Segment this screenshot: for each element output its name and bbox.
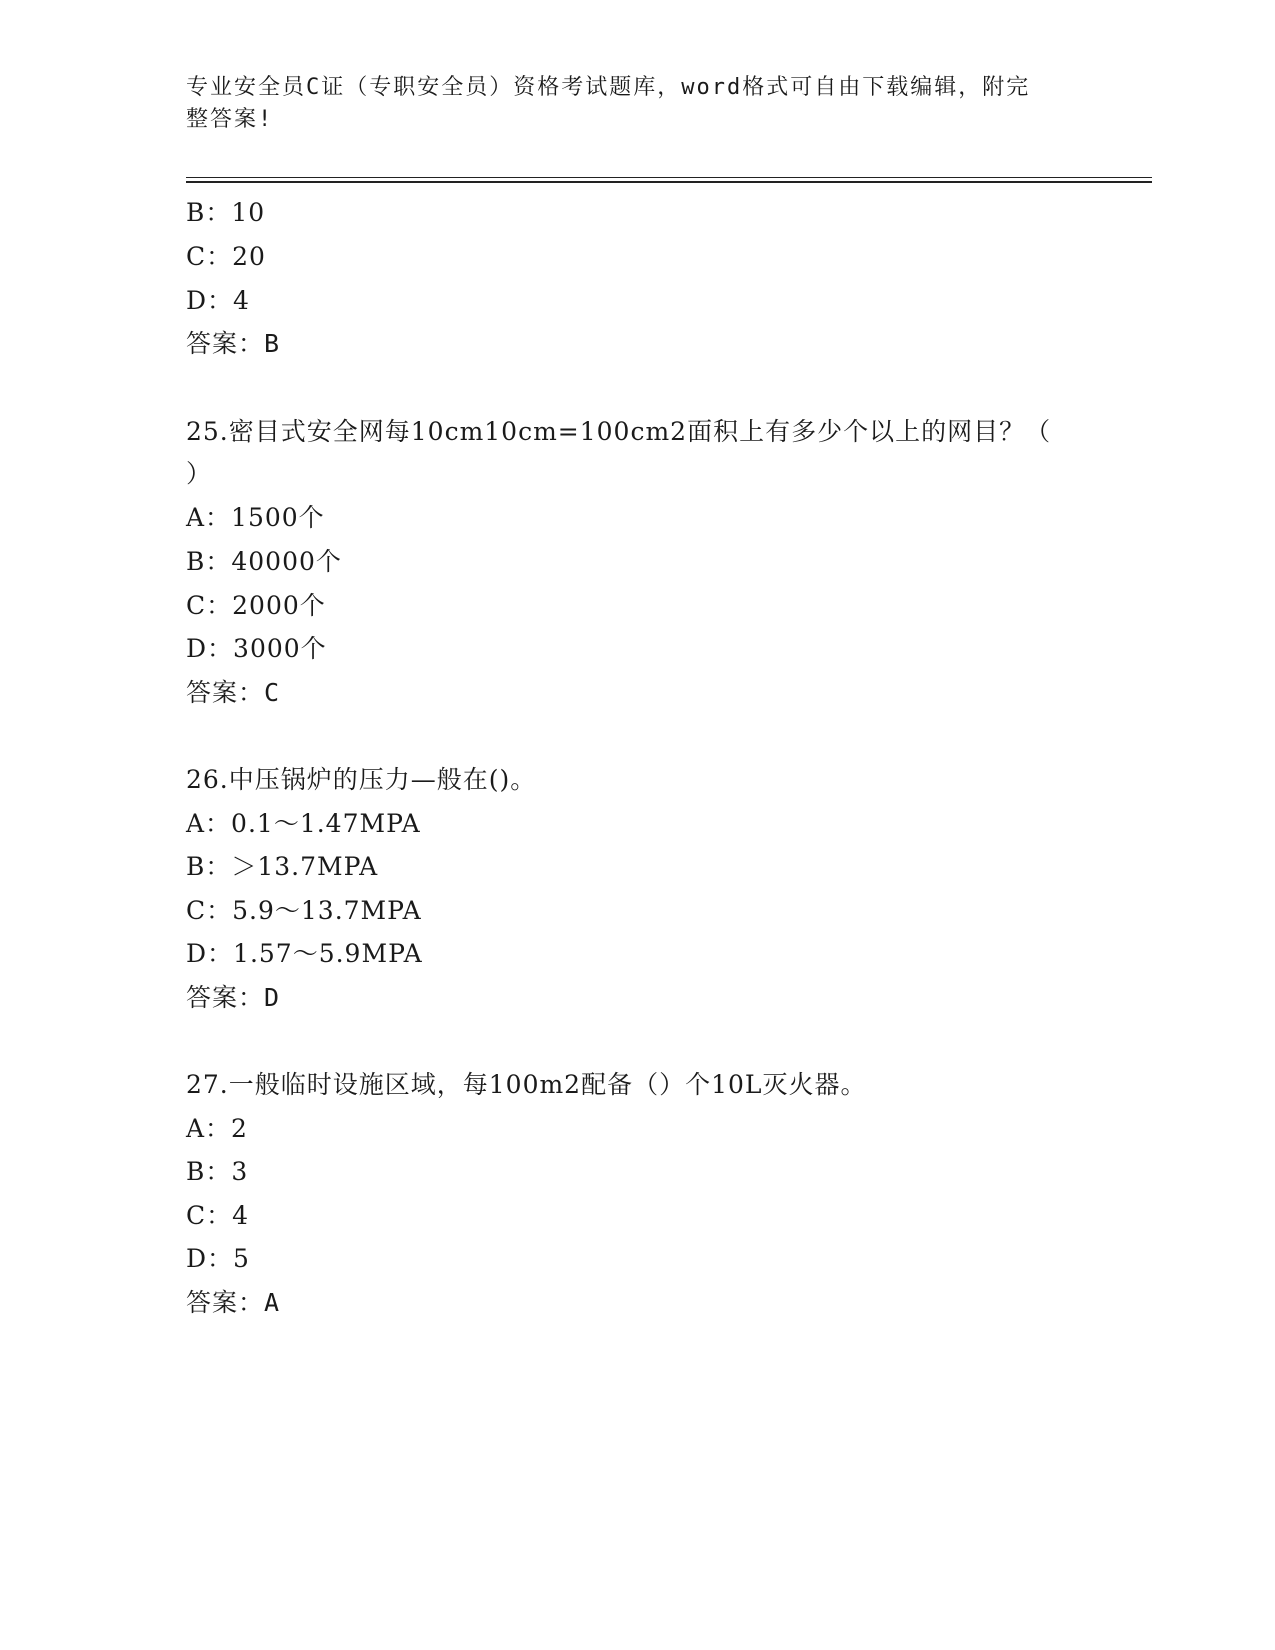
question-stem-25: 25.密目式安全网每10cm10cm=100cm2面积上有多少个以上的网目？（: [186, 417, 1052, 446]
option-a: A：0.1～1.47MPA: [186, 809, 421, 838]
answer-line: 答案：D: [186, 983, 281, 1012]
option-d: D：4: [186, 286, 250, 315]
option-c: C：5.9～13.7MPA: [186, 896, 422, 925]
option-a: A：2: [186, 1114, 248, 1143]
header-rule-thick: [186, 181, 1152, 183]
option-c: C：4: [186, 1201, 250, 1230]
question-stem-26: 26.中压锅炉的压力—般在()。: [186, 765, 537, 794]
answer-line: 答案：A: [186, 1288, 281, 1317]
option-d: D：1.57～5.9MPA: [186, 939, 423, 968]
header-line-1: 专业安全员C证（专职安全员）资格考试题库，word格式可自由下载编辑，附完: [186, 75, 1031, 100]
answer-line: 答案：B: [186, 329, 281, 358]
option-c: C：20: [186, 242, 266, 271]
option-a: A：1500个: [186, 503, 325, 532]
option-b: B：＞13.7MPA: [186, 852, 379, 881]
header-rule-thin: [186, 177, 1152, 178]
document-header: [186, 72, 1066, 136]
option-b: B：10: [186, 198, 266, 227]
option-b: B：3: [186, 1157, 249, 1186]
option-b: B：40000个: [186, 547, 342, 576]
option-d: D：3000个: [186, 634, 327, 663]
answer-line: 答案：C: [186, 678, 281, 707]
option-d: D：5: [186, 1244, 250, 1273]
question-stem-27: 27.一般临时设施区域，每100m2配备（）个10L灭火器。: [186, 1070, 867, 1099]
option-c: C：2000个: [186, 591, 326, 620]
header-line-2: 整答案!: [186, 107, 274, 132]
question-stem-25-continued: ）: [186, 459, 213, 488]
